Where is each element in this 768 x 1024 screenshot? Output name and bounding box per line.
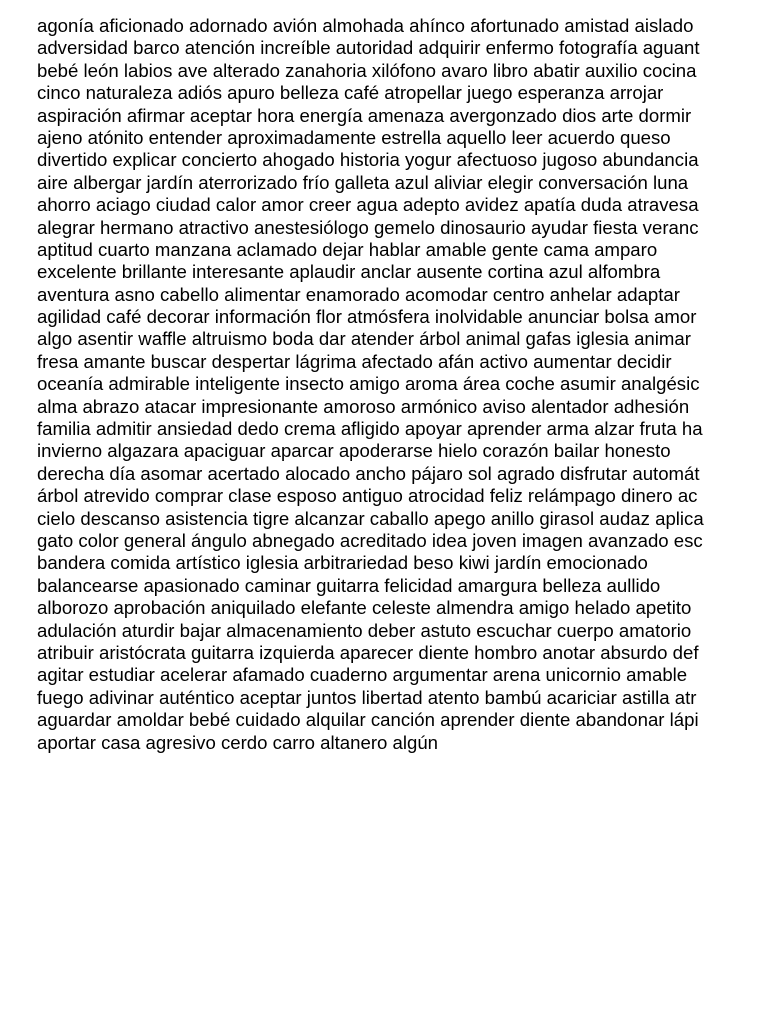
text-line-25: bandera comida artístico iglesia arbitrariedad beso kiwi jardín emocionado — [37, 552, 648, 574]
text-line-18: alma abrazo atacar impresionante amoroso armónico aviso alentador adhesión — [37, 395, 690, 417]
text-line-7: divertido explicar concierto ahogado historia yogur afectuoso jugoso abundancia — [37, 149, 699, 171]
text-line-21: derecha día asomar acertado alocado ancho pájaro sol agrado disfrutar automát — [37, 462, 700, 484]
text-line-6: ajeno atónito entender aproximadamente estrella aquello leer acuerdo queso — [37, 126, 671, 148]
text-line-16: fresa amante buscar despertar lágrima afectado afán activo aumentar decidir — [37, 350, 672, 372]
text-line-27: alborozo aprobación aniquilado elefante celeste almendra amigo helado apetito — [37, 597, 692, 619]
text-line-17: oceanía admirable inteligente insecto amigo aroma área coche asumir analgésic — [37, 373, 700, 395]
text-line-31: fuego adivinar auténtico aceptar juntos libertad atento bambú acariciar astilla atr — [37, 686, 697, 708]
text-line-26: balancearse apasionado caminar guitarra felicidad amargura belleza aullido — [37, 574, 661, 596]
text-line-5: aspiración afirmar aceptar hora energía amenaza avergonzado dios arte dormir — [37, 104, 692, 126]
text-line-11: aptitud cuarto manzana aclamado dejar hablar amable gente cama amparo — [37, 238, 658, 260]
text-line-15: algo asentir waffle altruismo boda dar atender árbol animal gafas iglesia animar — [37, 328, 691, 350]
text-line-33: aportar casa agresivo cerdo carro altanero algún — [37, 731, 439, 753]
text-line-22: árbol atrevido comprar clase esposo antiguo atrocidad feliz relámpago dinero ac — [37, 485, 698, 507]
text-line-9: ahorro aciago ciudad calor amor creer agua adepto avidez apatía duda atravesa — [37, 194, 699, 216]
word-list-text — [37, 15, 768, 754]
text-line-23: cielo descanso asistencia tigre alcanzar caballo apego anillo girasol audaz aplica — [37, 507, 704, 529]
text-line-29: atribuir aristócrata guitarra izquierda aparecer diente hombro anotar absurdo def — [37, 641, 699, 663]
text-line-2: adversidad barco atención increíble autoridad adquirir enfermo fotografía aguant — [37, 37, 700, 59]
text-line-30: agitar estudiar acelerar afamado cuaderno argumentar arena unicornio amable — [37, 664, 688, 686]
text-line-13: aventura asno cabello alimentar enamorado acomodar centro anhelar adaptar — [37, 283, 680, 305]
text-line-8: aire albergar jardín aterrorizado frío galleta azul aliviar elegir conversación luna — [37, 171, 689, 193]
text-line-20: invierno algazara apaciguar aparcar apoderarse hielo corazón bailar honesto — [37, 440, 671, 462]
text-line-1: agonía aficionado adornado avión almohada ahínco afortunado amistad aislado — [37, 15, 694, 36]
text-line-3: bebé león labios ave alterado zanahoria xilófono avaro libro abatir auxilio cocina — [37, 59, 697, 81]
text-line-4: cinco naturaleza adiós apuro belleza café atropellar juego esperanza arrojar — [37, 82, 664, 104]
text-line-12: excelente brillante interesante aplaudir anclar ausente cortina azul alfombra — [37, 261, 661, 283]
text-line-14: agilidad café decorar información flor atmósfera inolvidable anunciar bolsa amor — [37, 306, 697, 328]
text-line-24: gato color general ángulo abnegado acreditado idea joven imagen avanzado esc — [37, 529, 703, 551]
text-line-32: aguardar amoldar bebé cuidado alquilar canción aprender diente abandonar lápi — [37, 709, 699, 731]
text-line-19: familia admitir ansiedad dedo crema afligido apoyar aprender arma alzar fruta ha — [37, 418, 703, 440]
text-line-28: adulación aturdir bajar almacenamiento deber astuto escuchar cuerpo amatorio — [37, 619, 692, 641]
text-line-10: alegrar hermano atractivo anestesiólogo gemelo dinosaurio ayudar fiesta veranc — [37, 216, 699, 238]
